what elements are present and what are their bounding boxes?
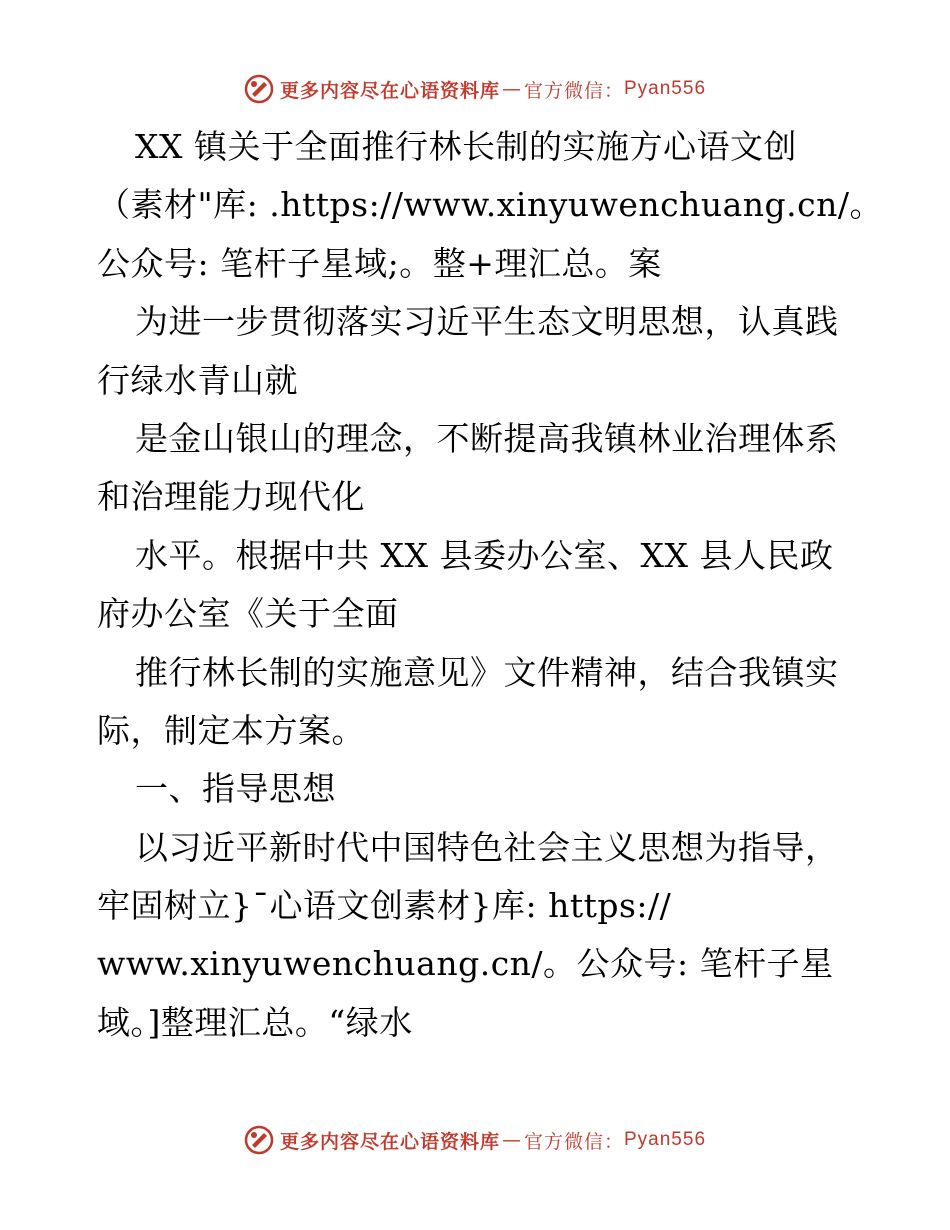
text-line: 际，制定本方案。 bbox=[97, 710, 365, 750]
brand-logo-icon bbox=[244, 1125, 274, 1155]
text-line: 牢固树立}¯心语文创素材}库: https:// bbox=[97, 886, 672, 926]
paragraph-line: 是金山银山的理念，不断提高我镇林业治理体系 bbox=[135, 418, 839, 458]
document-title-line: XX 镇关于全面推行林长制的实施方心语文创 bbox=[135, 127, 797, 166]
paragraph-line: 为进一步贯彻落实习近平生态文明思想，认真践 bbox=[135, 302, 839, 342]
watermark-label: 官方微信： bbox=[523, 1130, 624, 1153]
watermark-dash: — bbox=[501, 1129, 522, 1151]
text-line: 域。]整理汇总。“绿水 bbox=[97, 1002, 413, 1042]
watermark-text: 更多内容尽在心语资料库 bbox=[279, 79, 500, 102]
text-line: 行绿水青山就 bbox=[97, 360, 298, 400]
text-line: （素材"库: .https://www.xinyuwenchuang.cn/。 bbox=[97, 185, 884, 225]
watermark-text: 更多内容尽在心语资料库 bbox=[279, 1130, 500, 1153]
section-heading: 一、指导思想 bbox=[135, 769, 336, 809]
text-line: 和治理能力现代化 bbox=[97, 477, 365, 517]
watermark-id: Pyan556 bbox=[624, 1129, 707, 1150]
paragraph-line: 以习近平新时代中国特色社会主义思想为指导， bbox=[135, 827, 839, 867]
watermark-dash: — bbox=[501, 78, 522, 100]
text-line: 府办公室《关于全面 bbox=[97, 594, 399, 634]
paragraph-line: 水平。根据中共 XX 县委办公室、XX 县人民政 bbox=[135, 535, 834, 575]
footer-watermark bbox=[0, 1123, 950, 1157]
header-watermark bbox=[0, 72, 950, 106]
watermark-id: Pyan556 bbox=[624, 78, 707, 99]
watermark-label: 官方微信： bbox=[523, 79, 624, 102]
brand-logo-icon bbox=[244, 74, 274, 104]
text-line: 公众号: 笔杆子星域;。整+理汇总。案 bbox=[97, 243, 662, 283]
text-line: www.xinyuwenchuang.cn/。公众号: 笔杆子星 bbox=[97, 944, 834, 984]
paragraph-line: 推行林长制的实施意见》文件精神，结合我镇实 bbox=[135, 652, 839, 692]
document-body bbox=[97, 118, 884, 1052]
